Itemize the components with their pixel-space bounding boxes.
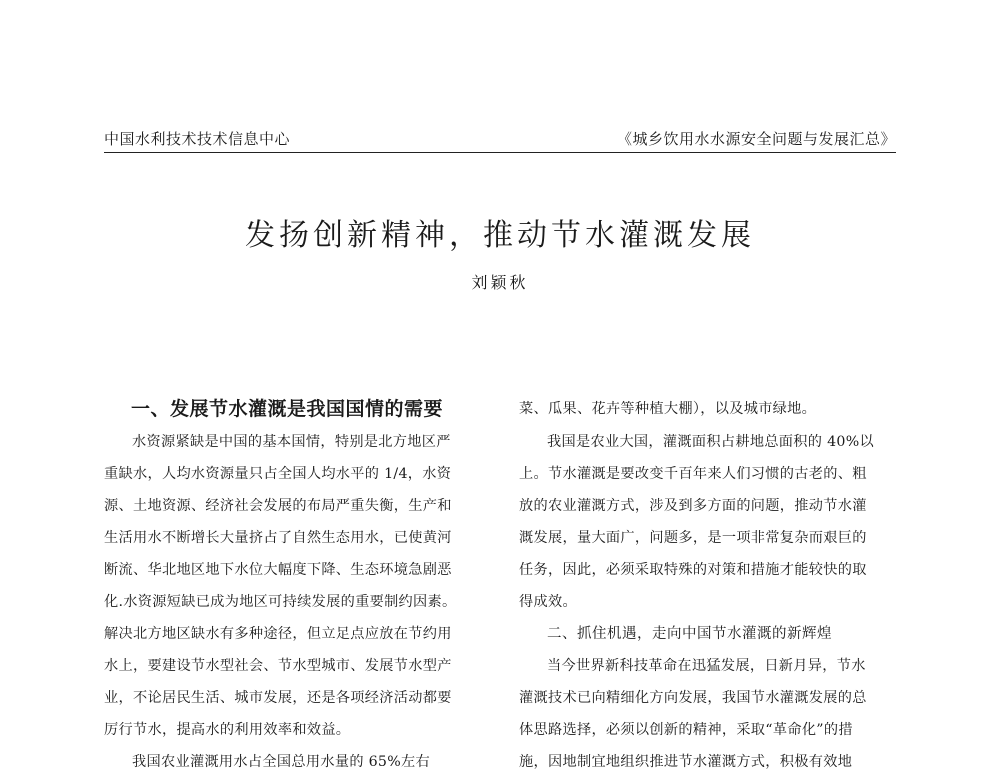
left-column xyxy=(104,392,470,770)
body-line: 得成效。 xyxy=(519,594,577,610)
body-line: 水上，要建设节水型社会、节水型城市、发展节水型产 xyxy=(104,658,452,674)
body-line: 我国是农业大国，灌溉面积占耕地总面积的 40%以 xyxy=(547,434,874,450)
body-line-cut: 我国农业灌溉用水占全国总用水量的 65%左右 xyxy=(132,754,431,770)
body-line: 灌溉技术已向精细化方向发展，我国节水灌溉发展的总 xyxy=(519,690,867,706)
body-line: 厉行节水，提高水的利用效率和效益。 xyxy=(104,722,351,738)
body-line: 业，不论居民生活、城市发展，还是各项经济活动都要 xyxy=(104,690,452,706)
body-line: 解决北方地区缺水有多种途径，但立足点应放在节约用 xyxy=(104,626,452,642)
body-line: 体思路选择，必须以创新的精神，采取“革命化”的措 xyxy=(519,722,853,738)
body-line: 当今世界新科技革命在迅猛发展，日新月异，节水 xyxy=(547,658,866,674)
body-line: 溉发展，量大面广，问题多，是一项非常复杂而艰巨的 xyxy=(519,530,867,546)
body-line: 任务，因此，必须采取特殊的对策和措施才能较快的取 xyxy=(519,562,867,578)
running-header xyxy=(104,126,896,153)
section-heading-2: 二、抓住机遇，走向中国节水灌溉的新辉煌 xyxy=(547,626,832,642)
body-line: 断流、华北地区地下水位大幅度下降、生态环境急剧恶 xyxy=(104,562,452,578)
body-line: 水资源紧缺是中国的基本国情，特别是北方地区严 xyxy=(132,434,451,450)
body-line: 放的农业灌溉方式，涉及到多方面的问题，推动节水灌 xyxy=(519,498,867,514)
right-column xyxy=(519,392,885,770)
body-line: 上。节水灌溉是要改变千百年来人们习惯的古老的、粗 xyxy=(519,466,867,482)
article-title: 发扬创新精神，推动节水灌溉发展 xyxy=(245,218,755,253)
body-line: 生活用水不断增长大量挤占了自然生态用水，已使黄河 xyxy=(104,530,452,546)
body-line: 重缺水，人均水资源量只占全国人均水平的 1/4，水资 xyxy=(104,466,452,482)
body-line-cut: 施，因地制宜地组织推进节水灌溉方式，积极有效地 xyxy=(519,754,853,770)
body-line: 菜、瓜果、花卉等种植大棚），以及城市绿地。 xyxy=(519,401,817,417)
section-heading-1: 一、发展节水灌溉是我国国情的需要 xyxy=(130,398,443,420)
article-author: 刘颖秋 xyxy=(471,273,529,292)
header-publisher: 中国水利技术技术信息中心 xyxy=(104,130,291,148)
body-line: 化.水资源短缺已成为地区可持续发展的重要制约因素。 xyxy=(104,594,457,610)
header-collection-title: 《城乡饮用水水源安全问题与发展汇总》 xyxy=(616,130,896,148)
body-line: 源、土地资源、经济社会发展的布局严重失衡，生产和 xyxy=(104,498,452,514)
